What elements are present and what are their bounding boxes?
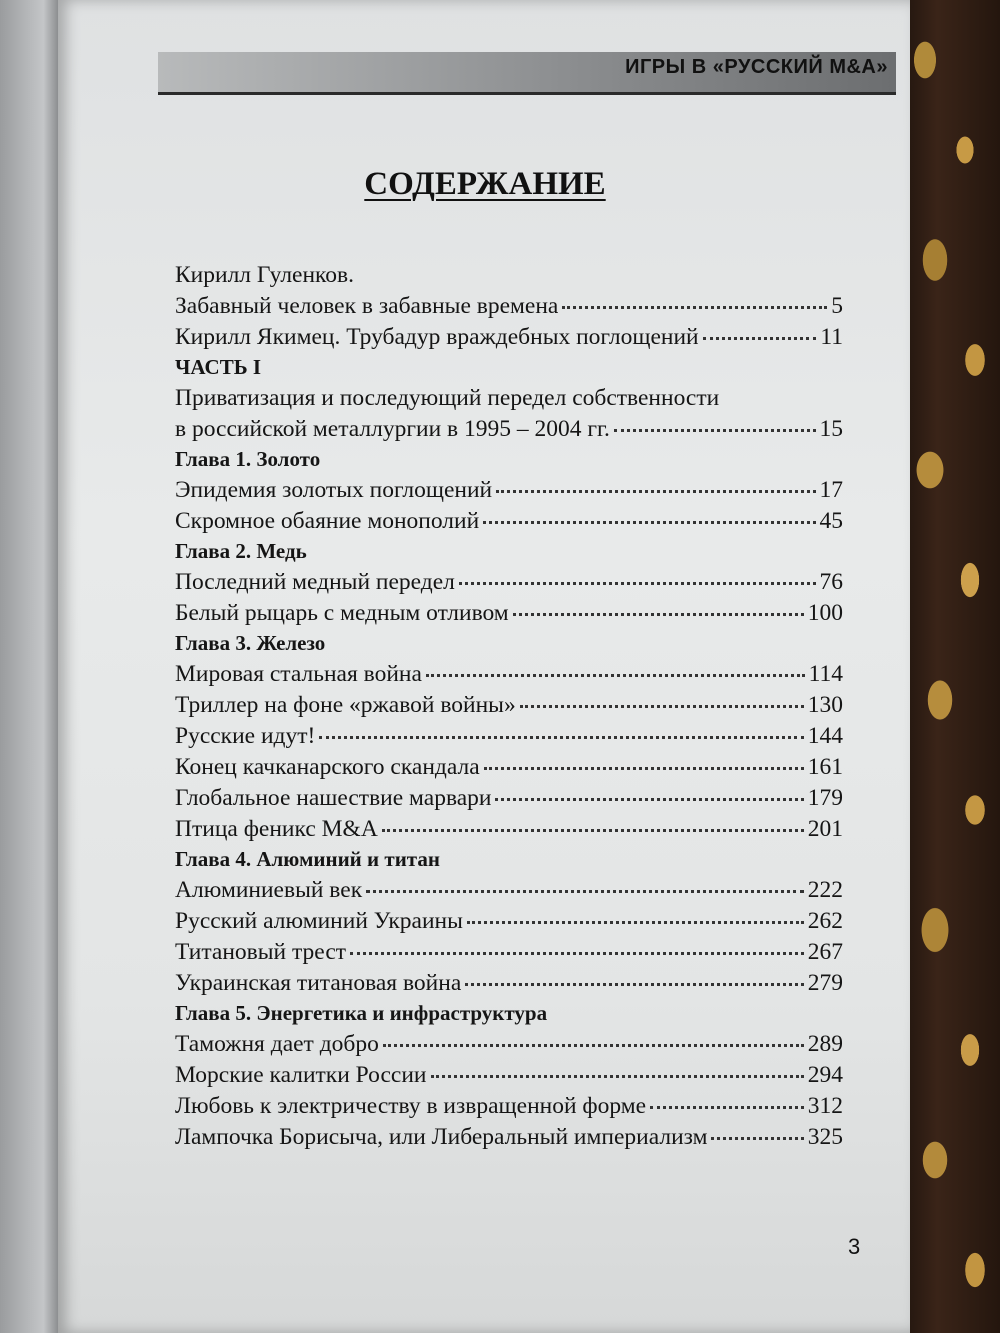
toc-entry-title: Мировая стальная война bbox=[175, 661, 422, 687]
dot-leader bbox=[383, 1043, 804, 1047]
toc-entry-title: Глава 1. Золото bbox=[175, 447, 321, 471]
toc-entry-title: Белый рыцарь с медным отливом bbox=[175, 600, 509, 626]
toc-page-number: 17 bbox=[819, 477, 843, 503]
dot-leader bbox=[319, 735, 803, 739]
running-head-rule bbox=[158, 92, 896, 95]
toc-entry-title: Украинская титановая война bbox=[175, 970, 462, 996]
toc-entry bbox=[175, 385, 843, 416]
toc-entry-title: Глава 5. Энергетика и инфраструктура bbox=[175, 1001, 548, 1025]
toc-entry bbox=[175, 477, 843, 508]
toc-entry bbox=[175, 754, 843, 785]
toc-heading bbox=[175, 631, 843, 661]
toc-entry-title: Скромное обаяние монополий bbox=[175, 508, 480, 534]
dot-leader bbox=[520, 704, 804, 708]
toc-entry-title: Лампочка Борисыча, или Либеральный империализм bbox=[175, 1124, 708, 1150]
contents-title bbox=[0, 166, 970, 203]
toc-entry-title: Забавный человек в забавные времена bbox=[175, 293, 559, 319]
toc-entry-title: Конец качканарского скандала bbox=[175, 754, 480, 780]
toc-entry-title: Триллер на фоне «ржавой войны» bbox=[175, 692, 516, 718]
toc-entry-title: ЧАСТЬ I bbox=[175, 355, 262, 379]
toc-entry-title: Алюминиевый век bbox=[175, 877, 363, 903]
dot-leader bbox=[431, 1074, 804, 1078]
toc-entry-title: Титановый трест bbox=[175, 939, 347, 965]
toc-page-number: 76 bbox=[819, 569, 843, 595]
toc-entry-title: Кирилл Якимец. Трубадур враждебных поглощений bbox=[175, 324, 699, 350]
toc-entry-title: в российской металлургии в 1995 – 2004 гг. bbox=[175, 416, 610, 442]
toc-page-number: 45 bbox=[819, 508, 843, 534]
toc-entry bbox=[175, 416, 843, 447]
toc-heading bbox=[175, 539, 843, 569]
toc-entry bbox=[175, 508, 843, 539]
toc-page-number: 15 bbox=[819, 416, 843, 442]
toc-page-number: 312 bbox=[807, 1093, 843, 1119]
toc-entry-title: Глава 4. Алюминий и титан bbox=[175, 847, 440, 871]
toc-entry bbox=[175, 692, 843, 723]
toc-page-number: 325 bbox=[807, 1124, 843, 1150]
toc-entry-title: Кирилл Гуленков. bbox=[175, 262, 354, 288]
dot-leader bbox=[711, 1136, 803, 1140]
toc-entry bbox=[175, 723, 843, 754]
toc-entry bbox=[175, 970, 843, 1001]
toc-entry bbox=[175, 785, 843, 816]
toc-entry-title: Глобальное нашествие марвари bbox=[175, 785, 492, 811]
toc-entry bbox=[175, 569, 843, 600]
table-of-contents bbox=[175, 262, 843, 1155]
toc-entry bbox=[175, 939, 843, 970]
dot-leader bbox=[382, 828, 804, 832]
toc-page-number: 144 bbox=[807, 723, 843, 749]
toc-page-number: 5 bbox=[831, 293, 843, 319]
toc-page-number: 279 bbox=[807, 970, 843, 996]
toc-entry bbox=[175, 1062, 843, 1093]
toc-page-number: 161 bbox=[807, 754, 843, 780]
toc-entry-title: Последний медный передел bbox=[175, 569, 455, 595]
toc-entry bbox=[175, 293, 843, 324]
toc-entry-title: Любовь к электричеству в извращенной форме bbox=[175, 1093, 647, 1119]
toc-entry bbox=[175, 908, 843, 939]
toc-entry-title: Таможня дает добро bbox=[175, 1031, 379, 1057]
dot-leader bbox=[650, 1105, 804, 1109]
toc-entry bbox=[175, 600, 843, 631]
toc-page-number: 11 bbox=[820, 324, 843, 350]
dot-leader bbox=[562, 305, 827, 309]
toc-page-number: 114 bbox=[808, 661, 843, 687]
toc-entry bbox=[175, 262, 843, 293]
dot-leader bbox=[459, 581, 816, 585]
toc-entry-title: Эпидемия золотых поглощений bbox=[175, 477, 493, 503]
toc-entry bbox=[175, 661, 843, 692]
toc-entry-title: Птица феникс M&A bbox=[175, 816, 378, 842]
dot-leader bbox=[426, 673, 805, 677]
toc-page-number: 262 bbox=[807, 908, 843, 934]
toc-entry-title: Морские калитки России bbox=[175, 1062, 427, 1088]
toc-page-number: 267 bbox=[807, 939, 843, 965]
toc-entry bbox=[175, 877, 843, 908]
toc-page-number: 100 bbox=[807, 600, 843, 626]
dot-leader bbox=[484, 766, 804, 770]
toc-page-number: 179 bbox=[807, 785, 843, 811]
toc-entry-title: Русский алюминий Украины bbox=[175, 908, 463, 934]
dot-leader bbox=[496, 489, 815, 493]
dot-leader bbox=[513, 612, 804, 616]
contents-title-text: СОДЕРЖАНИЕ bbox=[364, 166, 606, 202]
toc-entry bbox=[175, 1093, 843, 1124]
toc-entry-title: Глава 2. Медь bbox=[175, 539, 307, 563]
toc-entry-title: Русские идут! bbox=[175, 723, 316, 749]
toc-heading bbox=[175, 447, 843, 477]
running-head-title: ИГРЫ В «РУССКИЙ M&A» bbox=[625, 56, 888, 78]
toc-page-number: 294 bbox=[807, 1062, 843, 1088]
toc-page-number: 222 bbox=[807, 877, 843, 903]
toc-heading bbox=[175, 847, 843, 877]
dot-leader bbox=[350, 951, 804, 955]
toc-page-number: 289 bbox=[807, 1031, 843, 1057]
dot-leader bbox=[703, 336, 817, 340]
dot-leader bbox=[366, 889, 804, 893]
dot-leader bbox=[465, 982, 803, 986]
dot-leader bbox=[614, 428, 816, 432]
dot-leader bbox=[467, 920, 804, 924]
toc-entry bbox=[175, 816, 843, 847]
dot-leader bbox=[483, 520, 815, 524]
toc-entry-title: Глава 3. Железо bbox=[175, 631, 326, 655]
toc-heading bbox=[175, 1001, 843, 1031]
toc-heading bbox=[175, 355, 843, 385]
dot-leader bbox=[495, 797, 803, 801]
toc-entry bbox=[175, 1124, 843, 1155]
toc-page-number: 130 bbox=[807, 692, 843, 718]
toc-entry bbox=[175, 1031, 843, 1062]
toc-entry-title: Приватизация и последующий передел собственности bbox=[175, 385, 720, 411]
page-number: 3 bbox=[848, 1234, 861, 1259]
toc-page-number: 201 bbox=[807, 816, 843, 842]
toc-entry bbox=[175, 324, 843, 355]
